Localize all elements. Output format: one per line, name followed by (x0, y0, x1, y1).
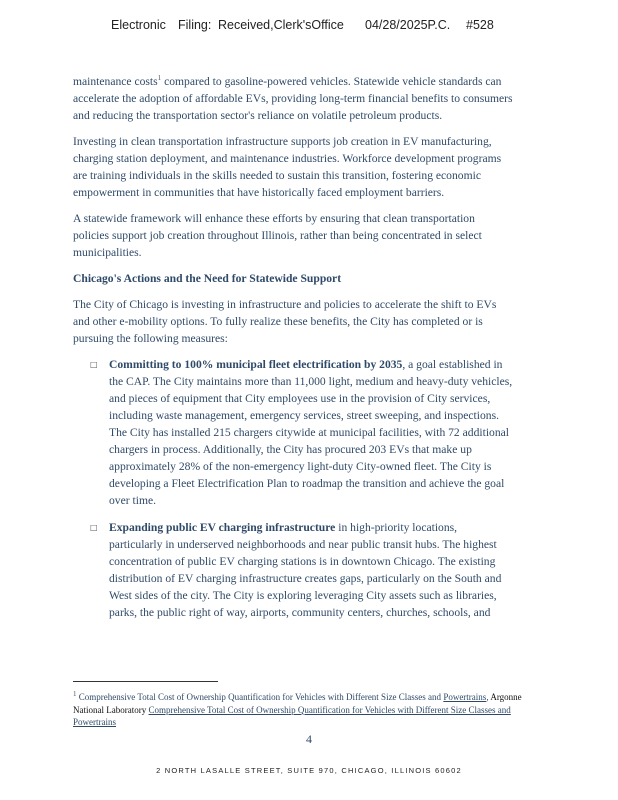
header-date: 04/28/2025P.C. (365, 18, 451, 32)
header-received: Received,Clerk'sOffice (218, 18, 344, 32)
footnote-link-powertrains[interactable]: Powertrains (443, 692, 487, 702)
bullet-text: in high-priority locations, particularly in underserved neighborhoods and near public transit hubs. The highest concentration of public EV charging stations is in downtown Chicago. The existing distribution of EV charging infrastructure creates gaps, particularly on the South and West sides of the city. The City is exploring leveraging City assets such as libraries, parks, the public right of way, airports, community centers, churches, schools, and (109, 520, 502, 619)
bullet-lead: Committing to 100% municipal fleet electrification by 2035 (109, 357, 403, 371)
section-heading: Chicago's Actions and the Need for Statewide Support (73, 271, 342, 285)
bullet-text: , a goal established in the CAP. The City maintains more than 11,000 light, medium and heavy-duty vehicles, and pieces of equipment that City employees use in the provision of City services, including waste management, emergency services, street sweeping, and inspections. The City has installed 215 chargers citywide at municipal facilities, with 72 additional chargers in process. Additionally, the City has procured 203 EVs that make up approximately 28% of the non-emergency light-duty City-owned fleet. The City is developing a Fleet Electrification Plan to roadmap the transition and achieve the goal over time. (109, 357, 513, 507)
paragraph-chicago: The City of Chicago is investing in infrastructure and policies to accelerate the shift to EVs and other e-mobility options. To fully realize these benefits, the City has completed or is pursuing the following measures: (73, 297, 497, 345)
bullet-icon: □ (90, 359, 98, 369)
footnote-reference[interactable]: 1 (157, 74, 162, 82)
footer-address: 2 NORTH LASALLE STREET, SUITE 970, CHICAGO, ILLINOIS 60602 (156, 766, 462, 775)
header-filing: Filing: (178, 18, 212, 32)
paragraph-jobs: Investing in clean transportation infrastructure supports job creation in EV manufacturing, charging station deployment, and maintenance industries. Workforce development programs are training individuals in the skills needed to sustain this transition, fostering economic empowerment in communities that have historically faced employment barriers. (73, 134, 502, 199)
measures-list (73, 356, 513, 621)
footnote-organization: Argonne National Laboratory (73, 692, 522, 715)
list-item (73, 519, 513, 621)
footnote-link-report[interactable]: Comprehensive Total Cost of Ownership Quantification for Vehicles with Different Size Classes and Powertrains (73, 704, 511, 727)
header-electronic: Electronic (111, 18, 166, 32)
list-item (73, 356, 513, 509)
footnote: $^1$ Comprehensive Total Cost of Ownership Quantification for Vehicles with Different Size Classes and Powertrains, Argonne National Laboratory Comprehensive Total Cost of Ownership Quantification for Vehicles with Different Size Classes and Powertrains (73, 690, 522, 727)
footnote-divider (73, 681, 218, 682)
paragraph-costs: maintenance costs$^1$ compared to gasoline-powered vehicles. Statewide vehicle standards can accelerate the adoption of affordable EVs, providing long-term financial benefits to consumers and reducing the transportation sector's reliance on volatile petroleum products. (73, 74, 513, 122)
paragraph-statewide: A statewide framework will enhance these efforts by ensuring that clean transportation policies support job creation throughout Illinois, rather than being concentrated in select municipalities. (73, 211, 482, 259)
page-number: 4 (306, 732, 312, 746)
footnote-marker: 1 (73, 690, 77, 698)
document-body (73, 70, 513, 631)
bullet-lead: Expanding public EV charging infrastructure (109, 520, 336, 534)
header-number: #528 (466, 18, 494, 32)
bullet-icon: □ (90, 522, 98, 532)
